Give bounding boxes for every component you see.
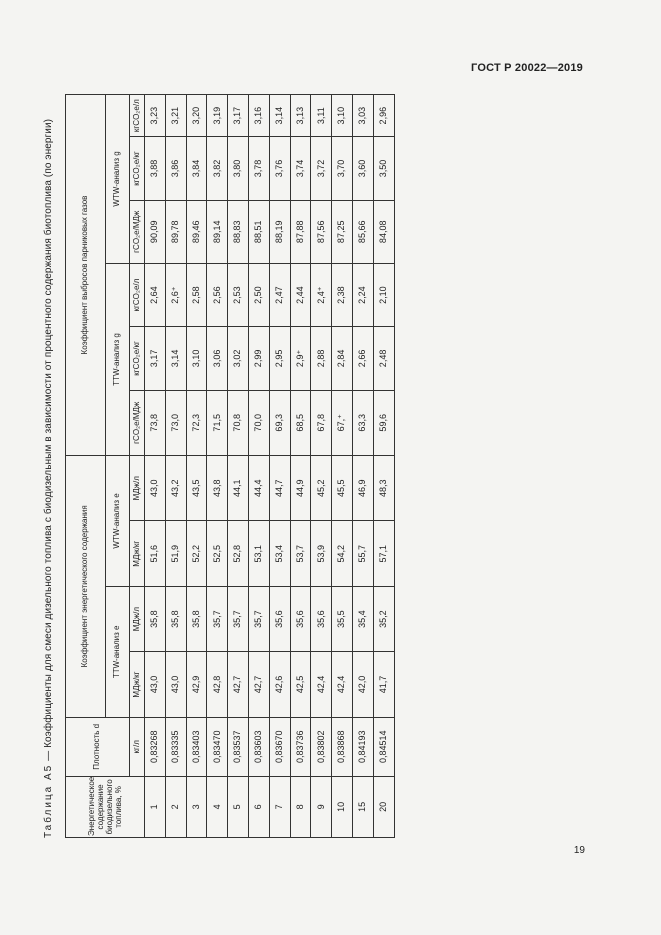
table-cell: 52,5	[207, 521, 228, 586]
table-cell: 44,9	[290, 456, 311, 521]
table-cell: 3,88	[145, 137, 166, 200]
table-cell: 44,4	[248, 456, 269, 521]
table-cell: 3,16	[248, 95, 269, 137]
table-row	[290, 95, 311, 838]
table-cell: 71,5	[207, 390, 228, 455]
table-cell: 35,4	[352, 586, 373, 651]
table-cell: 3,17	[228, 95, 249, 137]
table-cell: 73,0	[165, 390, 186, 455]
table-cell: 9	[311, 776, 332, 837]
caption-text: — Коэффициенты для смеси дизельного топлива с биодизельным в зависимости от процентного содержания биотоплива (по энергии)	[43, 118, 54, 764]
table-cell: 53,7	[290, 521, 311, 586]
table-cell: 10	[332, 776, 353, 837]
table-cell: 87,56	[311, 200, 332, 263]
table-row	[373, 95, 394, 838]
table-cell: 3,13	[290, 95, 311, 137]
table-cell: 52,8	[228, 521, 249, 586]
table-cell: 3,02	[228, 327, 249, 390]
unit-cell: МДж/л	[130, 456, 145, 521]
header-bio-share: Энергетическое содержание биодизельного топлива, %	[66, 776, 145, 837]
table-cell: 42,0	[352, 652, 373, 717]
unit-cell: гCO₂е/МДж	[130, 200, 145, 263]
table-row	[352, 95, 373, 838]
table-cell: 35,7	[228, 586, 249, 651]
table-cell: 3,74	[290, 137, 311, 200]
table-cell: 72,3	[186, 390, 207, 455]
table-cell: 69,3	[269, 390, 290, 455]
table-cell: 2,64	[145, 263, 166, 326]
table-cell: 3,14	[165, 327, 186, 390]
table-cell: 2,95	[269, 327, 290, 390]
table-cell: 35,7	[248, 586, 269, 651]
table-cell: 2,48	[373, 327, 394, 390]
table-cell: 0,83670	[269, 717, 290, 776]
table-cell: 2,56	[207, 263, 228, 326]
table-cell: 89,78	[165, 200, 186, 263]
table-cell: 3,60	[352, 137, 373, 200]
table-cell: 2,47	[269, 263, 290, 326]
unit-cell: кг/л	[130, 717, 145, 776]
table-cell: 85,66	[352, 200, 373, 263]
table-cell: 70,8	[228, 390, 249, 455]
table-cell: 52,2	[186, 521, 207, 586]
table-cell: 35,5	[332, 586, 353, 651]
table-cell: 3,14	[269, 95, 290, 137]
table-row	[228, 95, 249, 838]
coefficients-table	[65, 94, 395, 838]
table-cell: 48,3	[373, 456, 394, 521]
table-cell: 3,76	[269, 137, 290, 200]
table-cell: 42,7	[248, 652, 269, 717]
table-cell: 53,9	[311, 521, 332, 586]
table-cell: 3,06	[207, 327, 228, 390]
table-cell: 6	[248, 776, 269, 837]
table-cell: 42,9	[186, 652, 207, 717]
header-emission-group: Коэффициент выбросов парниковых газов	[66, 95, 106, 456]
table-cell: 0,84514	[373, 717, 394, 776]
table-cell: 2,50	[248, 263, 269, 326]
table-cell: 35,8	[165, 586, 186, 651]
table-cell: 53,1	[248, 521, 269, 586]
table-cell: 35,6	[269, 586, 290, 651]
table-cell: 0,83868	[332, 717, 353, 776]
table-body	[145, 95, 395, 838]
table-cell: 3	[186, 776, 207, 837]
table-cell: 87,25	[332, 200, 353, 263]
table-cell: 0,84193	[352, 717, 373, 776]
table-cell: 0,83802	[311, 717, 332, 776]
unit-cell: МДж/л	[130, 586, 145, 651]
table-cell: 3,50	[373, 137, 394, 200]
table-cell: 90,09	[145, 200, 166, 263]
table-cell: 3,17	[145, 327, 166, 390]
unit-cell: МДж/кг	[130, 521, 145, 586]
table-cell: 8	[290, 776, 311, 837]
table-cell: 3,10	[186, 327, 207, 390]
table-cell: 0,83268	[145, 717, 166, 776]
table-cell: 2,24	[352, 263, 373, 326]
table-cell: 2,99	[248, 327, 269, 390]
table-cell: 4	[207, 776, 228, 837]
table-row	[248, 95, 269, 838]
units-row	[130, 95, 145, 838]
table-cell: 43,8	[207, 456, 228, 521]
table-cell: 43,0	[145, 456, 166, 521]
table-cell: 88,19	[269, 200, 290, 263]
table-cell: 0,83403	[186, 717, 207, 776]
table-cell: 42,6	[269, 652, 290, 717]
rotated-table-block	[38, 94, 388, 838]
table-cell: 2,88	[311, 327, 332, 390]
table-cell: 46,9	[352, 456, 373, 521]
table-cell: 3,19	[207, 95, 228, 137]
table-cell: 1	[145, 776, 166, 837]
table-cell: 0,83736	[290, 717, 311, 776]
table-cell: 88,83	[228, 200, 249, 263]
table-cell: 45,5	[332, 456, 353, 521]
table-row	[332, 95, 353, 838]
table-cell: 2,53	[228, 263, 249, 326]
table-cell: 2,84	[332, 327, 353, 390]
table-cell: 42,5	[290, 652, 311, 717]
table-cell: 51,6	[145, 521, 166, 586]
table-cell: 54,2	[332, 521, 353, 586]
table-cell: 42,4	[332, 652, 353, 717]
table-cell: 89,14	[207, 200, 228, 263]
table-cell: 0,83537	[228, 717, 249, 776]
header-ttw-g: TTW-анализ g	[106, 263, 130, 455]
table-cell: 35,6	[290, 586, 311, 651]
table-cell: 43,0	[165, 652, 186, 717]
table-cell: 3,10	[332, 95, 353, 137]
table-cell: 67,⁺	[332, 390, 353, 455]
table-cell: 43,0	[145, 652, 166, 717]
table-cell: 87,88	[290, 200, 311, 263]
unit-cell: кгCO₂е/л	[130, 95, 145, 137]
table-cell: 35,6	[311, 586, 332, 651]
table-row	[311, 95, 332, 838]
table-cell: 59,6	[373, 390, 394, 455]
table-cell: 3,80	[228, 137, 249, 200]
table-cell: 2,38	[332, 263, 353, 326]
table-cell: 3,20	[186, 95, 207, 137]
table-cell: 2,58	[186, 263, 207, 326]
table-cell: 2,4⁺	[311, 263, 332, 326]
caption-label: Таблица А5	[43, 763, 54, 838]
table-cell: 5	[228, 776, 249, 837]
table-row	[145, 95, 166, 838]
table-cell: 44,1	[228, 456, 249, 521]
table-cell: 42,4	[311, 652, 332, 717]
table-cell: 63,3	[352, 390, 373, 455]
header-ttw-e: TTW-анализ e	[106, 586, 130, 717]
table-cell: 55,7	[352, 521, 373, 586]
table-cell: 2,66	[352, 327, 373, 390]
table-cell: 35,8	[145, 586, 166, 651]
table-cell: 2,9⁺	[290, 327, 311, 390]
table-cell: 89,46	[186, 200, 207, 263]
header-wtw-g: WTW-анализ g	[106, 95, 130, 264]
table-cell: 0,83335	[165, 717, 186, 776]
table-cell: 0,83603	[248, 717, 269, 776]
table-cell: 2,10	[373, 263, 394, 326]
table-row	[269, 95, 290, 838]
table-cell: 43,5	[186, 456, 207, 521]
table-cell: 35,7	[207, 586, 228, 651]
table-cell: 57,1	[373, 521, 394, 586]
table-cell: 51,9	[165, 521, 186, 586]
table-cell: 43,2	[165, 456, 186, 521]
table-cell: 2,96	[373, 95, 394, 137]
table-cell: 67,8	[311, 390, 332, 455]
table-cell: 88,51	[248, 200, 269, 263]
table-cell: 35,2	[373, 586, 394, 651]
unit-cell: кгCO₂е/кг	[130, 327, 145, 390]
table-cell: 15	[352, 776, 373, 837]
table-caption	[38, 94, 60, 838]
table-cell: 42,7	[228, 652, 249, 717]
unit-cell: кгCO₂е/л	[130, 263, 145, 326]
unit-cell: МДж/кг	[130, 652, 145, 717]
page-number: 19	[573, 845, 585, 856]
table-cell: 41,7	[373, 652, 394, 717]
table-cell: 3,84	[186, 137, 207, 200]
table-cell: 3,03	[352, 95, 373, 137]
table-cell: 3,72	[311, 137, 332, 200]
table-cell: 42,8	[207, 652, 228, 717]
table-cell: 2	[165, 776, 186, 837]
header-wtw-e: WTW-анализ e	[106, 456, 130, 587]
header-density: Плотность d	[66, 717, 130, 776]
table-row	[165, 95, 186, 838]
table-cell: 20	[373, 776, 394, 837]
standard-number: ГОСТ Р 20022—2019	[471, 62, 583, 74]
table-cell: 3,82	[207, 137, 228, 200]
table-cell: 3,78	[248, 137, 269, 200]
unit-cell: кгCO₂е/кг	[130, 137, 145, 200]
table-cell: 84,08	[373, 200, 394, 263]
table-cell: 7	[269, 776, 290, 837]
table-cell: 3,23	[145, 95, 166, 137]
table-cell: 3,21	[165, 95, 186, 137]
table-row	[207, 95, 228, 838]
table-cell: 2,6⁺	[165, 263, 186, 326]
table-cell: 35,8	[186, 586, 207, 651]
table-row	[186, 95, 207, 838]
table-cell: 73,8	[145, 390, 166, 455]
table-cell: 2,44	[290, 263, 311, 326]
header-energy-group: Коэффициент энергетического содержания	[66, 456, 106, 718]
table-cell: 0,83470	[207, 717, 228, 776]
table-cell: 44,7	[269, 456, 290, 521]
table-cell: 3,86	[165, 137, 186, 200]
table-cell: 45,2	[311, 456, 332, 521]
table-cell: 3,11	[311, 95, 332, 137]
table-cell: 70,0	[248, 390, 269, 455]
table-cell: 3,70	[332, 137, 353, 200]
table-cell: 68,5	[290, 390, 311, 455]
table-cell: 53,4	[269, 521, 290, 586]
unit-cell: гCO₂е/МДж	[130, 390, 145, 455]
